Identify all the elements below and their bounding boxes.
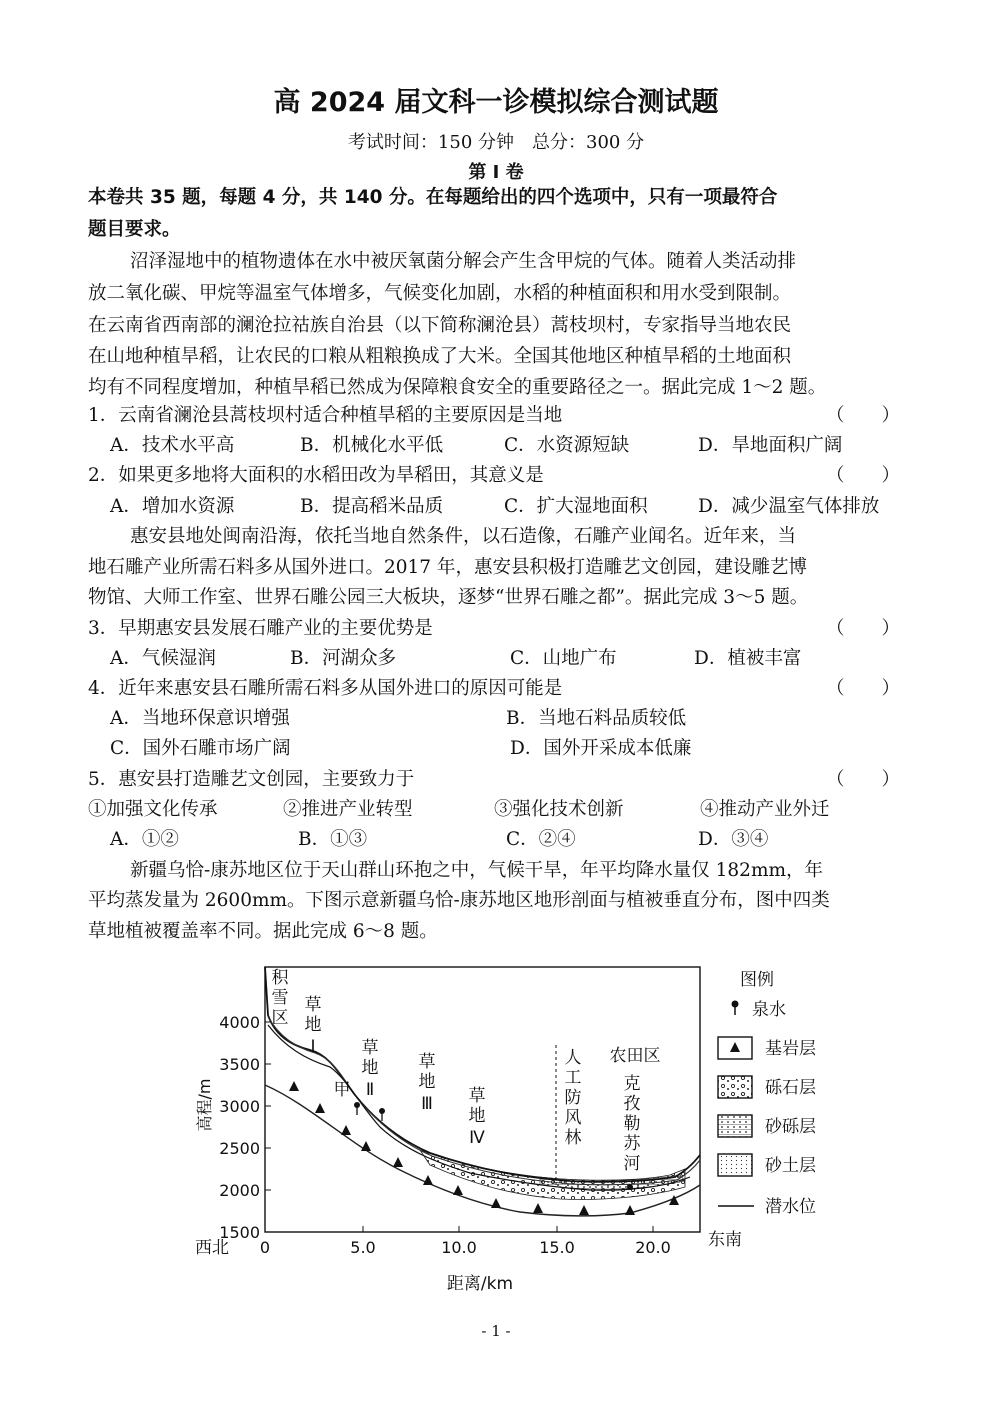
q5-statement-3: ③强化技术创新	[494, 799, 624, 820]
q5-option-c[interactable]: C．②④	[506, 829, 576, 850]
q3-option-b[interactable]: B．河湖众多	[290, 648, 397, 669]
q5-statement-2: ②推进产业转型	[283, 799, 413, 820]
instructions-line-2: 题目要求。	[88, 219, 181, 240]
x-tick-label: 15.0	[539, 1238, 575, 1257]
passage2-line: 物馆、大师工作室、世界石雕公园三大板块，逐梦“世界石雕之都”。据此完成 3～5 题。	[88, 587, 809, 608]
passage1-line: 放二氧化碳、甲烷等温室气体增多，气候变化加剧，水稻的种植面积和用水受到限制。	[88, 283, 792, 304]
zone-river-char: 克	[623, 1074, 641, 1094]
zone-g4-char: 地	[468, 1106, 486, 1126]
q2-option-b[interactable]: B．提高稻米品质	[300, 496, 444, 517]
gravel-swatch	[718, 1076, 752, 1098]
q5-option-b[interactable]: B．①③	[298, 829, 368, 850]
legend-sand-soil: 砂土层	[765, 1156, 816, 1176]
page-number: - 1 -	[481, 1322, 511, 1340]
y-tick-label: 2500	[219, 1139, 260, 1158]
legend-sand-gravel: 砂砾层	[765, 1117, 816, 1137]
zone-forest-char: 人	[564, 1048, 582, 1068]
q3-option-c[interactable]: C．山地广布	[510, 648, 617, 669]
passage3-line: 新疆乌恰-康苏地区位于天山群山环抱之中，气候干旱，年平均降水量仅 182mm，年	[130, 860, 824, 881]
q3-option-a[interactable]: A．气候湿润	[110, 648, 216, 669]
zone-jia: 甲	[333, 1080, 351, 1100]
zone-g4-char: Ⅳ	[469, 1128, 485, 1148]
zone-river-char: 孜	[623, 1094, 641, 1114]
volume-heading: 第 Ⅰ 卷	[468, 162, 524, 183]
zone-forest-char: 林	[564, 1128, 582, 1148]
zone-snow-char: 积	[271, 968, 289, 988]
question-5-stem: 5．惠安县打造雕艺文创园，主要致力于	[88, 769, 415, 790]
q4-option-a[interactable]: A．当地环保意识增强	[110, 708, 290, 729]
passage1-line: 沼泽湿地中的植物遗体在水中被厌氧菌分解会产生含甲烷的气体。随着人类活动排	[130, 251, 797, 272]
zone-g2-char: 地	[361, 1058, 379, 1078]
zone-g2-char: Ⅱ	[365, 1080, 375, 1100]
zone-g1-char: Ⅰ	[310, 1037, 316, 1057]
question-3-stem: 3．早期惠安县发展石雕产业的主要优势是	[88, 618, 433, 639]
y-axis-label: 高程/m	[195, 1078, 214, 1132]
q1-option-c[interactable]: C．水资源短缺	[504, 435, 630, 456]
zone-river-char: 苏	[623, 1134, 641, 1154]
terrain-profile-figure	[180, 955, 850, 1300]
x-tick-label: 10.0	[441, 1238, 477, 1257]
passage2-line: 地石雕产业所需石料多从国外进口。2017 年，惠安县积极打造雕艺文创园，建设雕艺博	[88, 557, 807, 578]
y-tick-label: 3500	[219, 1055, 260, 1074]
answer-bracket[interactable]: （ ）	[826, 465, 901, 486]
answer-bracket[interactable]: （ ）	[826, 618, 901, 639]
q5-statement-4: ④推动产业外迁	[700, 799, 830, 820]
zone-forest-char: 工	[564, 1068, 582, 1088]
zone-forest-char: 防	[564, 1088, 582, 1108]
x-axis	[260, 1226, 671, 1257]
direction-northwest: 西北	[195, 1238, 229, 1258]
q1-option-d[interactable]: D．旱地面积广阔	[698, 435, 843, 456]
legend-bedrock: 基岩层	[765, 1039, 816, 1059]
x-tick-label: 0	[259, 1238, 271, 1257]
zone-g3-char: Ⅲ	[421, 1094, 433, 1114]
zone-g2-char: 草	[361, 1038, 379, 1058]
x-tick-label: 5.0	[350, 1238, 376, 1257]
q5-option-a[interactable]: A．①②	[110, 829, 179, 850]
sand-soil-swatch	[718, 1154, 752, 1176]
y-tick-label: 2000	[219, 1181, 260, 1200]
answer-bracket[interactable]: （ ）	[826, 405, 901, 426]
y-axis	[219, 1013, 271, 1242]
passage1-line: 均有不同程度增加，种植旱稻已然成为保障粮食安全的重要路径之一。据此完成 1～2 题。	[88, 377, 827, 398]
passage2-line: 惠安县地处闽南沿海，依托当地自然条件，以石造像，石雕产业闻名。近年来，当	[130, 526, 797, 547]
zone-labels	[272, 968, 661, 1174]
zone-farm-label: 农田区	[609, 1046, 661, 1066]
q4-option-c[interactable]: C．国外石雕市场广阔	[110, 738, 291, 759]
question-4-stem: 4．近年来惠安县石雕所需石料多从国外进口的原因可能是	[88, 678, 563, 699]
zone-snow-char: 区	[271, 1008, 289, 1028]
answer-bracket[interactable]: （ ）	[826, 678, 901, 699]
y-tick-label: 4000	[219, 1013, 260, 1032]
q3-option-d[interactable]: D．植被丰富	[694, 648, 802, 669]
page-title: 高 2024 届文科一诊模拟综合测试题	[273, 87, 719, 118]
legend-spring: 泉水	[752, 1000, 786, 1020]
zone-river-char: 勒	[623, 1114, 641, 1134]
instructions-line-1: 本卷共 35 题，每题 4 分，共 140 分。在每题给出的四个选项中，只有一项最符合	[88, 187, 778, 208]
q5-statement-1: ①加强文化传承	[88, 799, 218, 820]
direction-southeast: 东南	[708, 1230, 742, 1250]
zone-g1-char: 草	[304, 995, 322, 1015]
question-1-stem: 1．云南省澜沧县蒿枝坝村适合种植旱稻的主要原因是当地	[88, 405, 563, 426]
passage3-line: 草地植被覆盖率不同。据此完成 6～8 题。	[88, 921, 438, 942]
passage1-line: 在山地种植旱稻，让农民的口粮从粗粮换成了大米。全国其他地区种植旱稻的土地面积	[88, 346, 792, 367]
q2-option-d[interactable]: D．减少温室气体排放	[698, 496, 880, 517]
zone-snow-char: 雪	[271, 988, 289, 1008]
x-axis-label: 距离/km	[446, 1274, 514, 1294]
q4-option-d[interactable]: D．国外开采成本低廉	[510, 738, 692, 759]
zone-g1-char: 地	[304, 1015, 322, 1035]
zone-river-char: 河	[623, 1154, 641, 1174]
zone-g4-char: 草	[468, 1086, 486, 1106]
x-tick-label: 20.0	[635, 1238, 671, 1257]
y-tick-label: 1500	[219, 1223, 260, 1242]
legend-gravel: 砾石层	[765, 1078, 816, 1098]
q2-option-a[interactable]: A．增加水资源	[110, 496, 235, 517]
q5-option-d[interactable]: D．③④	[698, 829, 769, 850]
q2-option-c[interactable]: C．扩大湿地面积	[504, 496, 648, 517]
zone-g3-char: 地	[418, 1072, 436, 1092]
exam-info: 考试时间：150 分钟 总分：300 分	[347, 132, 645, 153]
figure-legend	[718, 970, 816, 1217]
passage1-line: 在云南省西南部的澜沧拉祜族自治县（以下简称澜沧县）蒿枝坝村，专家指导当地农民	[88, 315, 792, 336]
legend-water-table: 潜水位	[765, 1197, 816, 1217]
q1-option-b[interactable]: B．机械化水平低	[300, 435, 444, 456]
y-tick-label: 3000	[219, 1097, 260, 1116]
passage3-line: 平均蒸发量为 2600mm。下图示意新疆乌恰-康苏地区地形剖面与植被垂直分布，图中四类	[88, 890, 830, 911]
sand-gravel-swatch	[718, 1115, 752, 1137]
zone-forest-char: 风	[564, 1108, 582, 1128]
bedrock-icon	[730, 1042, 740, 1052]
question-2-stem: 2．如果更多地将大面积的水稻田改为旱稻田，其意义是	[88, 465, 544, 486]
q1-option-a[interactable]: A．技术水平高	[110, 435, 235, 456]
legend-title: 图例	[740, 970, 774, 990]
answer-bracket[interactable]: （ ）	[826, 769, 901, 790]
q4-option-b[interactable]: B．当地石料品质较低	[506, 708, 687, 729]
zone-g3-char: 草	[418, 1052, 436, 1072]
